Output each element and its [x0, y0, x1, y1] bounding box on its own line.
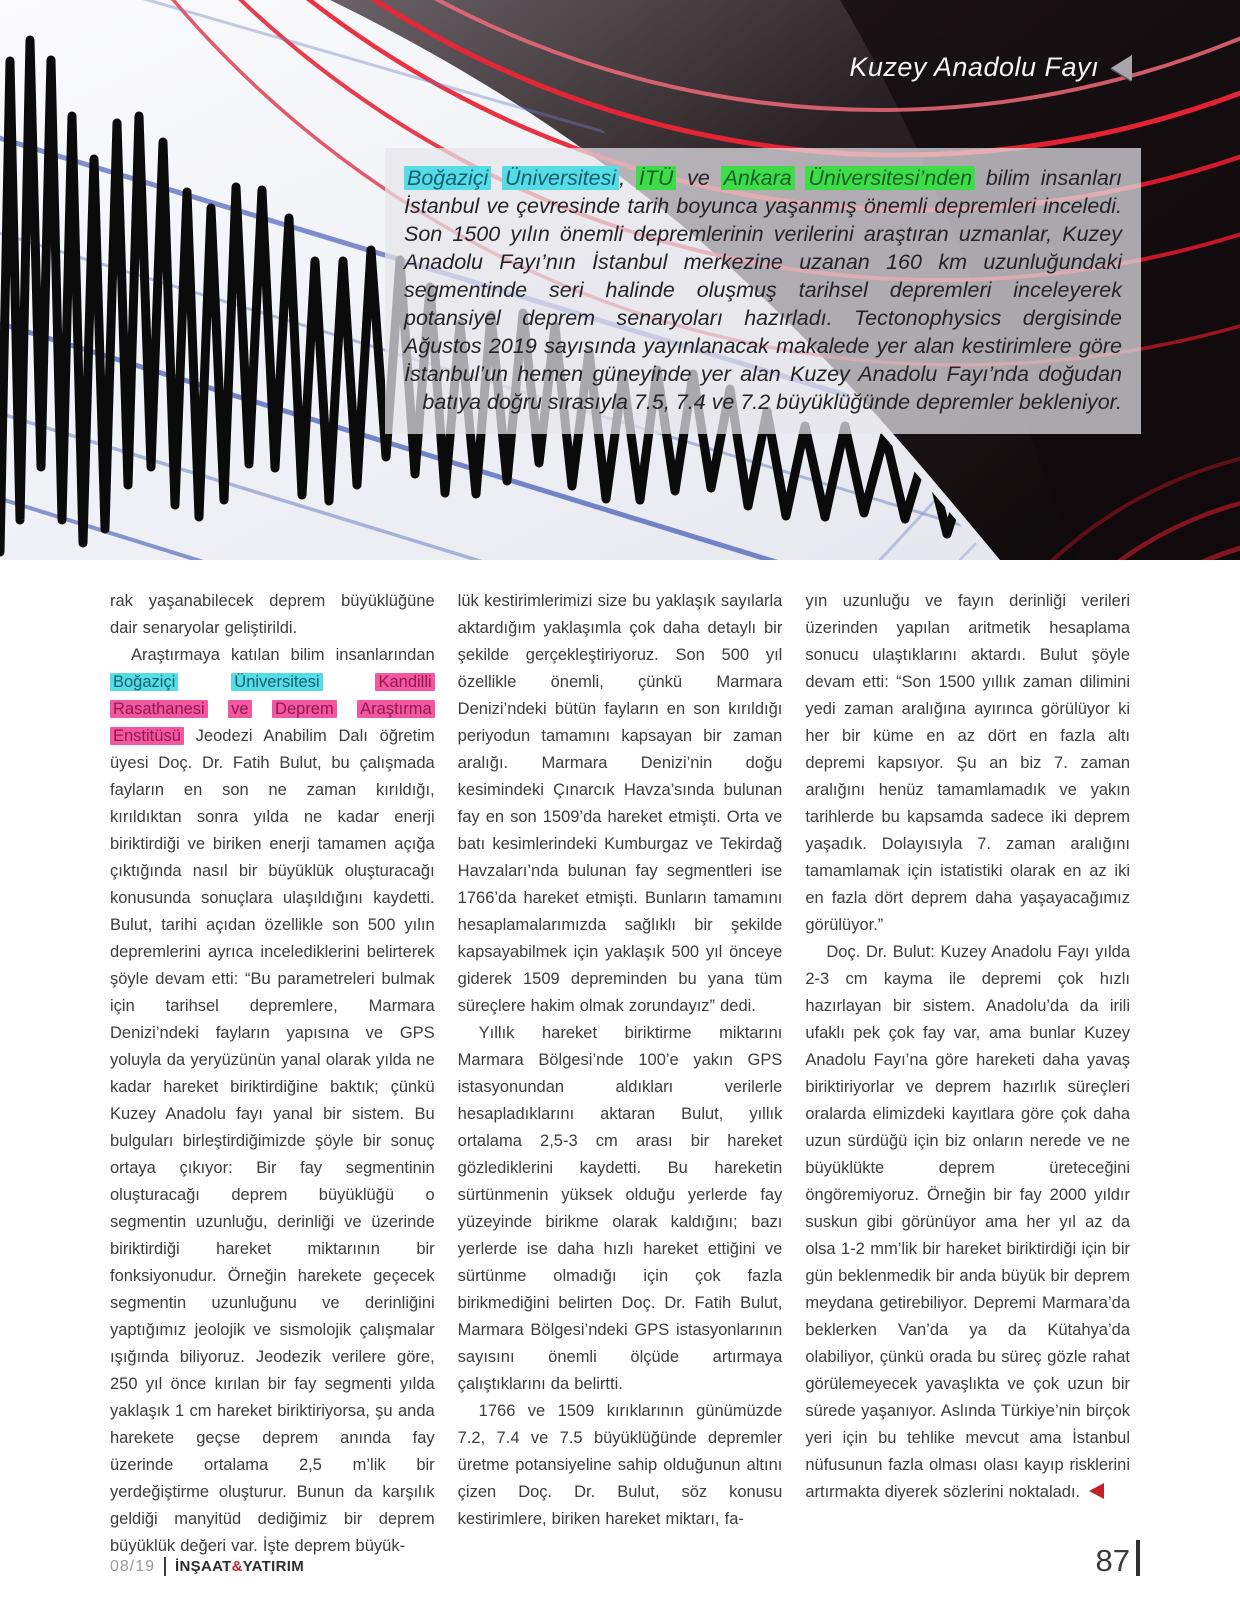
magazine-logo	[175, 1558, 304, 1575]
highlighted-text: Üniversitesi’nden	[805, 166, 975, 190]
page-number-block	[1096, 1540, 1140, 1576]
page-footer	[110, 1540, 1140, 1576]
paragraph: lük kestirimlerimizi size bu yaklaşık sayılarla aktardığım yaklaşımla çok daha detaylı bir şekilde gerçekleştiriyoruz. Son 500 yıl özellikle önemli, çünkü Marmara Denizi’ndeki bütün fayların en son kırıldığı periyodun tamamını kapsayan bir zaman aralığı. Marmara Denizi’nin doğu kesimindeki Çınarcık Havza’sında bulunan fay en son 1509’da hareket etmişti. Orta ve batı kesimlerindeki Kumburgaz ve Tekirdağ Havzaları’nda bulunan fay segmentleri ise 1766’da hareket etmişti. Bunların tamamını hesaplamalarımızda sağlıklı bir şekilde kapsayabilmek için yaklaşık 500 yıl önceye giderek 1509 depreminden bu yana tüm süreçlere hakim olmak zorundayız” dedi.	[457, 592, 783, 1015]
footer-brand	[110, 1557, 304, 1576]
highlighted-text: ve	[228, 700, 251, 718]
highlighted-text: Üniversitesi	[231, 673, 322, 691]
paragraph: yın uzunluğu ve fayın derinliği verileri üzerinden yapılan aritmetik hesaplama sonucu ulaştıklarını aktardı. Bulut şöyle devam etti: “Son 1500 yıllık zaman dilimini yedi zaman aralığına ayırınca görülüyor ki her bir küme en az dört en fazla altı depremi kapsıyor. Şu an biz 7. zaman aralığını henüz tamamlamadık ve yakın tarihlerde bu kapsamda sadece iki deprem yaşadık. Dolayısıyla 7. zaman aralığını tamamlamak için istatistiki olarak en az iki en fazla dört deprem daha yaşayacağımız görülüyor.”	[805, 592, 1131, 934]
highlighted-text: Ankara	[721, 166, 795, 190]
highlighted-text: Enstitüsü	[110, 727, 184, 745]
highlighted-text: Deprem	[272, 700, 337, 718]
paragraph: Araştırmaya katılan bilim insanlarından Boğaziçi Üniversitesi Kandilli Rasathanesi ve Deprem Araştırma Enstitüsü Jeodezi Anabilim Dalı öğretim üyesi Doç. Dr. Fatih Bulut, bu çalışmada fayların en son ne zaman kırıldığı, kırıldıktan sonra yılda ne kadar enerji biriktirdiği ve biriken enerji tamamen açığa çıktığında nasıl bir büyüklük oluşturacağı konusunda sonuçlara ulaşıldığını kaydetti. Bulut, tarihi açıdan özellikle son 500 yılın depremlerini ayrıca incelediklerini belirterek şöyle devam etti: “Bu parametreleri bulmak için tarihsel depremlere, Marmara Denizi’ndeki fayların yapısına ve GPS yoluyla da yeryüzünün yanal olarak yılda ne kadar hareket biriktirdiğine baktık; çünkü Kuzey Anadolu fayı yanal bir sistem. Bu bulguları birleştirdiğimizde şöyle bir sonuç ortaya çıkıyor: Bir fay segmentinin oluşturacağı deprem büyüklüğü o segmentin uzunluğu, derinliği ve üzerinde biriktirdiği hareket miktarının bir fonksiyonudur. Örneğin harekete geçecek segmentin uzunluğunu ve derinliğini yaptığımız jeolojik ve sismolojik çalışmalar ışığında biliyoruz. Jeodezik verilere göre, 250 yıl önce kırılan bir fay segmenti yılda yaklaşık 1 cm hareket biriktiriyorsa, şu anda harekete geçse deprem anında fay üzerinde ortalama 2,5 m’lik bir yerdeğiştirme oluşturur. Bunun da karşılık geldiği manyitüd dediğimiz bir deprem büyüklük değeri var. İşte deprem büyük-	[110, 646, 435, 1555]
page-number-bar	[1136, 1540, 1140, 1576]
article-column-2	[458, 588, 783, 1560]
end-of-article-icon	[1089, 1483, 1104, 1499]
highlighted-text: Kandilli	[375, 673, 434, 691]
magazine-name-part1: İNŞAAT	[175, 1558, 232, 1575]
highlighted-text: Araştırma	[357, 700, 435, 718]
footer-divider	[164, 1557, 166, 1576]
page-number: 87	[1095, 1543, 1130, 1578]
highlighted-text: Boğaziçi	[404, 166, 491, 190]
highlighted-text: Boğaziçi	[110, 673, 178, 691]
issue-number: 08/19	[110, 1557, 156, 1575]
header-arrow-icon	[1111, 55, 1132, 81]
article-body	[110, 588, 1130, 1560]
magazine-name-part2: YATIRIM	[242, 1558, 304, 1575]
paragraph: 1766 ve 1509 kırıklarının günümüzde 7.2, 7.4 ve 7.5 büyüklüğünde depremler üretme potansiyeline sahip olduğunun altını çizen Doç. Dr. Bulut, söz konusu kestirimlere, biriken hareket miktarı, fa-	[457, 1402, 783, 1528]
highlighted-text: İTÜ	[636, 166, 677, 190]
highlighted-text: Üniversitesi	[502, 166, 619, 190]
paragraph: rak yaşanabilecek deprem büyüklüğüne dair senaryolar geliştirildi.	[110, 592, 435, 637]
hero-image	[0, 0, 1240, 560]
article-column-3	[805, 588, 1130, 1560]
paragraph: Yıllık hareket biriktirme miktarını Marmara Bölgesi’nde 100’e yakın GPS istasyonundan aldıkları verilerle hesapladıklarını aktaran Bulut, yıllık ortalama 2,5-3 cm arası bir hareket gözlediklerini kaydetti. Bu hareketin sürtünmenin yüksek olduğu yerlerde fay yüzeyinde birikme olarak kaldığını; bazı yerlerde ise daha hızlı hareket ettiğini ve sürtünme olmadığı için çok fazla birikmediğini belirten Doç. Dr. Fatih Bulut, Marmara Bölgesi’ndeki GPS istasyonlarının sayısını önemli ölçüde artırmaya çalıştıklarını da belirtti.	[457, 1024, 783, 1393]
magazine-ampersand: &	[231, 1558, 243, 1575]
page-title: Kuzey Anadolu Fayı	[849, 52, 1099, 82]
paragraph: Doç. Dr. Bulut: Kuzey Anadolu Fayı yılda 2-3 cm kayma ile depremi çok hızlı hazırlayan bir sistem. Anadolu’da da irili ufaklı pek çok fay var, ama bunlar Kuzey Anadolu Fayı’na göre hareketi daha yavaş biriktiriyorlar ve deprem hazırlık süreçleri oralarda elimizdeki kayıtlara göre çok daha uzun sürdüğü için biz onların nerede ve ne büyüklükte deprem üreteceğini öngöremiyoruz. Örneğin bir fay 2000 yıldır suskun gibi görünüyor ama her yıl az da olsa 1-2 mm’lik bir hareket biriktirdiği için bir gün beklenmedik bir anda büyük bir deprem meydana getirebiliyor. Depremi Marmara’da beklerken Van’da ya da Kütahya’da olabiliyor, çünkü orada bu süreç gözle rahat görülemeyecek yavaşlıkta ve çok uzun bir sürede yaşanıyor. Aslında Türkiye’nin birçok yeri için bu tehlike mevcut ama İstanbul nüfusunun fazla olması olası kayıp risklerini artırmakta diyerek sözlerini noktaladı.	[805, 943, 1131, 1501]
highlighted-text: Rasathanesi	[110, 700, 208, 718]
intro-paragraph: Boğaziçi Üniversitesi , İTÜ ve Ankara Üniversitesi’nden bilim insanları İstanbul ve çevresinde tarih boyunca yaşanmış önemli depremleri inceledi. Son 1500 yılın önemli depremlerinin verilerini araştıran uzmanlar, Kuzey Anadolu Fayı’nın İstanbul merkezine uzanan 160 km uzunluğundaki segmentinde seri halinde oluşmuş tarihsel depremleri inceleyerek potansiyel deprem senaryoları hazırladı. Tectonophysics dergisinde Ağustos 2019 sayısında yayınlanacak makalede yer alan kestirimlere göre İstanbul’un hemen güneyinde yer alan Kuzey Anadolu Fayı’nda doğudan batıya doğru sırasıyla 7.5, 7.4 ve 7.2 büyüklüğünde depremler bekleniyor.	[385, 148, 1141, 434]
hero-header	[849, 52, 1132, 83]
article-column-1	[110, 588, 435, 1560]
